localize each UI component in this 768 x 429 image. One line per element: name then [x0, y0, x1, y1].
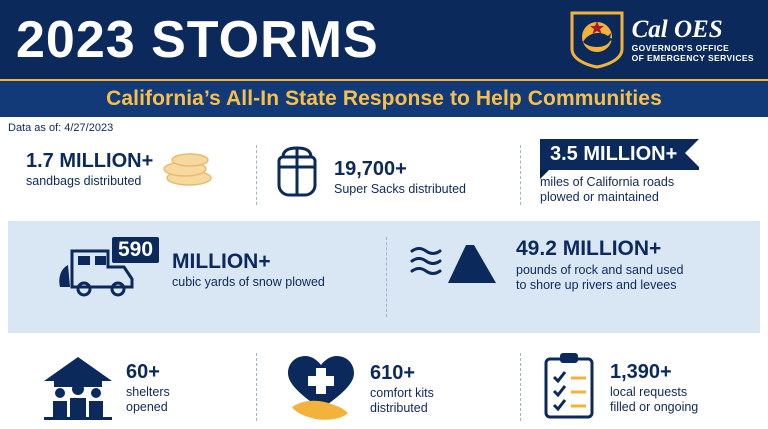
subtitle-bar [0, 79, 768, 117]
stats-body [0, 117, 768, 429]
stats-row-1 [0, 139, 768, 211]
sandbags-icon [159, 145, 217, 194]
banner-fold [540, 170, 549, 179]
page-title: 2023 STORMS [16, 10, 379, 69]
stat-rock-label-line1: pounds of rock and sand used [516, 262, 684, 277]
stat-rock-label-line2: to shore up rivers and levees [516, 277, 677, 292]
levee-water-icon [408, 235, 508, 296]
stat-comfort-kits-label-line1: comfort kits [370, 386, 434, 400]
stat-local-requests-label-line1: local requests [610, 385, 688, 399]
stat-snow-plowed [54, 239, 374, 302]
header [0, 0, 768, 79]
stat-roads [540, 139, 762, 205]
stat-super-sacks [270, 145, 505, 210]
stat-roads-label-line1: miles of California roads [540, 175, 675, 189]
row3-divider-1 [256, 353, 257, 421]
stat-snow-value-badge: 590 [112, 237, 159, 263]
stat-shelters-value: 60+ [126, 361, 160, 383]
stat-super-sacks-value: 19,700+ [334, 157, 407, 180]
cal-oes-wordmark [632, 17, 754, 63]
stats-row-3 [0, 345, 768, 429]
band-divider [386, 237, 387, 317]
stat-snow-value-suffix: MILLION+ [172, 249, 271, 273]
stat-local-requests [540, 351, 762, 426]
stat-local-requests-label-line2: filled or ongoing [610, 400, 699, 414]
cal-oes-logo [570, 11, 754, 69]
stats-band [8, 221, 760, 333]
stat-shelters [38, 351, 248, 426]
stat-shelters-label-line1: shelters [126, 385, 170, 399]
stat-snow-label: cubic yards of snow plowed [172, 275, 325, 290]
logo-name: Cal OES [631, 15, 723, 43]
stat-sandbags [26, 145, 241, 194]
logo-subtitle-line1: GOVERNOR'S OFFICE [631, 42, 730, 53]
stat-comfort-kits-label-line2: distributed [370, 401, 428, 415]
data-as-of-label: Data as of: 4/27/2023 [8, 122, 114, 134]
cal-oes-bear-shield-icon [570, 11, 624, 69]
stat-roads-label-line2: plowed or maintained [540, 190, 659, 204]
stat-super-sacks-label: Super Sacks distributed [334, 181, 467, 196]
road-banner-icon [540, 139, 699, 170]
logo-subtitle-line2: OF EMERGENCY SERVICES [631, 53, 754, 63]
stat-shelters-label-line2: opened [126, 400, 168, 414]
stat-sandbags-label: sandbags distributed [26, 173, 142, 188]
subtitle-text: California’s All-In State Response to Help Communities [106, 87, 662, 110]
stat-roads-value: 3.5 MILLION+ [550, 143, 678, 165]
stat-rock-and-sand [408, 235, 738, 296]
clipboard-checklist-icon [540, 351, 600, 426]
super-sack-icon [270, 145, 324, 210]
heart-hand-icon [282, 351, 360, 428]
stat-comfort-kits [282, 351, 512, 428]
row3-divider-2 [520, 353, 521, 421]
stat-local-requests-value: 1,390+ [610, 361, 672, 383]
stat-rock-value: 49.2 MILLION+ [516, 237, 662, 261]
stat-comfort-kits-value: 610+ [370, 362, 416, 384]
row1-divider-1 [256, 145, 257, 205]
row1-divider-2 [520, 145, 521, 205]
shelter-house-family-icon [38, 351, 118, 426]
stat-sandbags-value: 1.7 MILLION+ [26, 149, 154, 172]
